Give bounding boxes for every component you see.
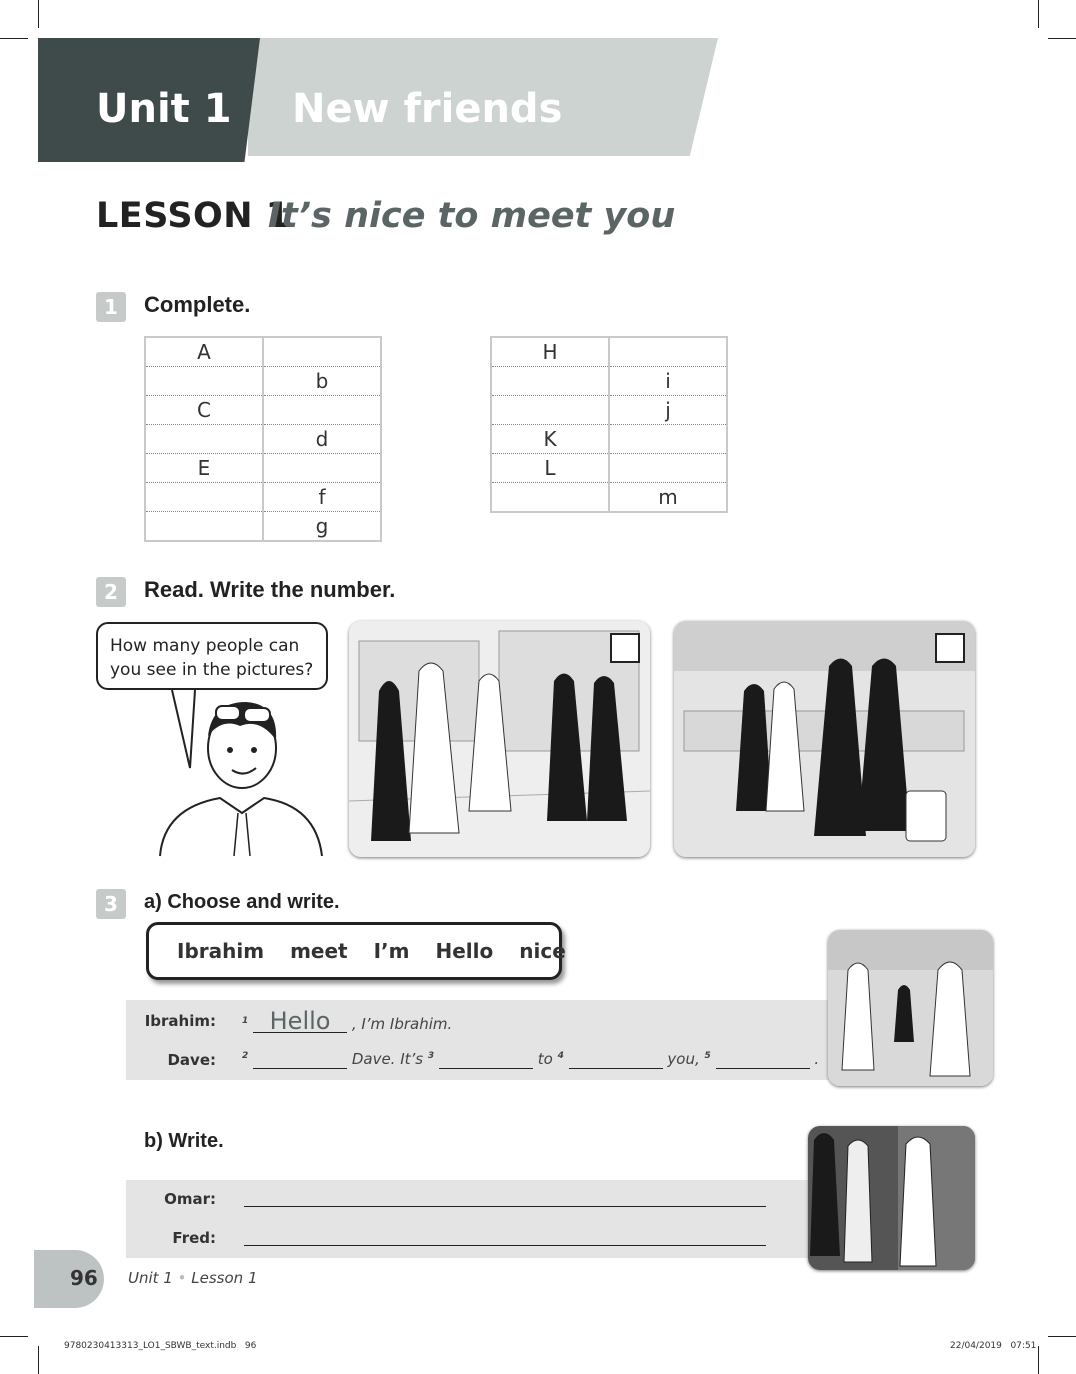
letter-cell[interactable] — [145, 425, 263, 454]
letter-cell: E — [145, 454, 263, 483]
exercise-3-number: 3 — [96, 889, 126, 919]
crop-mark — [1048, 1336, 1076, 1337]
letter-cell: L — [491, 454, 609, 483]
blank-number: 2 — [242, 1051, 249, 1061]
boy-illustration — [150, 688, 330, 858]
letter-cell: m — [609, 483, 727, 513]
crop-mark — [1048, 38, 1076, 39]
blank-number: 5 — [704, 1051, 711, 1061]
word-option: meet — [290, 939, 348, 963]
table-row — [491, 425, 727, 454]
table-row — [145, 396, 381, 425]
table-row — [491, 337, 727, 367]
letter-cell: d — [263, 425, 381, 454]
letter-cell[interactable] — [491, 396, 609, 425]
unit-title: New friends — [292, 86, 563, 132]
letter-cell[interactable] — [145, 483, 263, 512]
letter-cell[interactable] — [263, 337, 381, 367]
table-row — [491, 483, 727, 513]
letter-cell[interactable] — [609, 454, 727, 483]
word-box — [146, 922, 566, 980]
dialogue-b-background — [126, 1180, 816, 1258]
letter-cell: H — [491, 337, 609, 367]
crop-mark — [0, 38, 28, 39]
exercise-2-number: 2 — [96, 577, 126, 607]
letter-cell[interactable] — [491, 367, 609, 396]
letter-cell[interactable] — [609, 425, 727, 454]
speaker-ibrahim: Ibrahim: — [144, 1012, 216, 1030]
letter-cell[interactable] — [491, 483, 609, 513]
letter-cell: K — [491, 425, 609, 454]
answer-box-picture-2[interactable] — [935, 633, 965, 663]
letter-cell: f — [263, 483, 381, 512]
speaker-dave: Dave: — [167, 1051, 216, 1069]
dialogue-text: . — [814, 1050, 820, 1068]
dialogue-text: you, — [667, 1050, 700, 1068]
table-row — [145, 454, 381, 483]
print-file-info: 9780230413313_LO1_SBWB_text.indb 96 — [64, 1341, 257, 1351]
airport-picture — [674, 621, 975, 857]
footer-unit-lesson — [128, 1269, 258, 1287]
crop-mark — [38, 1346, 39, 1374]
footer-unit: Unit 1 — [128, 1269, 173, 1287]
dialogue-a-line-2 — [242, 1050, 819, 1069]
letter-cell[interactable] — [609, 337, 727, 367]
table-row — [491, 396, 727, 425]
blank-number: 3 — [427, 1051, 435, 1061]
table-row — [145, 483, 381, 512]
table-row — [491, 367, 727, 396]
blank-number: 4 — [557, 1051, 564, 1061]
letter-cell: g — [263, 512, 381, 542]
answer-blank-4[interactable] — [569, 1050, 663, 1069]
letter-cell: i — [609, 367, 727, 396]
table-row — [491, 454, 727, 483]
speaker-fred: Fred: — [172, 1229, 216, 1247]
table-row — [145, 337, 381, 367]
dialogue-text: Dave. It’s — [351, 1050, 424, 1068]
alphabet-table-left — [144, 336, 382, 542]
word-option: nice — [519, 939, 566, 963]
print-date-info: 22/04/2019 07:51 — [950, 1341, 1037, 1351]
word-option: Hello — [435, 939, 494, 963]
letter-cell: C — [145, 396, 263, 425]
bubble-line-2: you see in the pictures? — [110, 660, 314, 680]
market-picture — [349, 621, 650, 857]
exercise-3b-title: b) Write. — [144, 1130, 224, 1152]
letter-cell: A — [145, 337, 263, 367]
word-option: I’m — [373, 939, 410, 963]
alphabet-table-right — [490, 336, 728, 513]
page-number: 96 — [70, 1266, 98, 1290]
blank-number: 1 — [242, 1016, 249, 1026]
footer-separator: • — [177, 1269, 187, 1287]
meeting-picture — [828, 930, 993, 1086]
table-row — [145, 367, 381, 396]
letter-cell: b — [263, 367, 381, 396]
letter-cell[interactable] — [145, 367, 263, 396]
answer-box-picture-1[interactable] — [610, 633, 640, 663]
crop-mark — [0, 1336, 28, 1337]
answer-blank-2[interactable] — [253, 1050, 347, 1069]
footer-lesson: Lesson 1 — [191, 1269, 258, 1287]
letter-cell[interactable] — [145, 512, 263, 542]
lesson-number: LESSON 1 — [96, 196, 291, 236]
answer-blank-3[interactable] — [439, 1050, 533, 1069]
crop-mark — [1038, 0, 1039, 28]
word-option: Ibrahim — [177, 939, 265, 963]
answer-blank-5[interactable] — [716, 1050, 810, 1069]
lesson-title: It’s nice to meet you — [268, 196, 676, 236]
speaker-omar: Omar: — [164, 1190, 216, 1208]
exercise-1-number: 1 — [96, 292, 126, 322]
table-row — [145, 512, 381, 542]
exercise-1-title: Complete. — [144, 292, 251, 317]
letter-cell: j — [609, 396, 727, 425]
answer-blank-1[interactable]: Hello — [253, 1010, 347, 1033]
dialogue-text: to — [537, 1050, 553, 1068]
crop-mark — [1038, 1346, 1039, 1374]
write-line-fred[interactable] — [244, 1245, 766, 1246]
exercise-3a-title: a) Choose and write. — [144, 891, 340, 913]
unit-label: Unit 1 — [96, 86, 232, 132]
letter-cell[interactable] — [263, 454, 381, 483]
station-picture — [808, 1126, 975, 1270]
exercise-2-title: Read. Write the number. — [144, 577, 396, 602]
dialogue-text: , I’m Ibrahim. — [351, 1015, 453, 1033]
letter-cell[interactable] — [263, 396, 381, 425]
write-line-omar[interactable] — [244, 1206, 766, 1207]
crop-mark — [38, 0, 39, 28]
dialogue-a-line-1 — [242, 1007, 453, 1035]
table-row — [145, 425, 381, 454]
bubble-line-1: How many people can — [110, 636, 300, 656]
speech-bubble — [96, 622, 328, 690]
